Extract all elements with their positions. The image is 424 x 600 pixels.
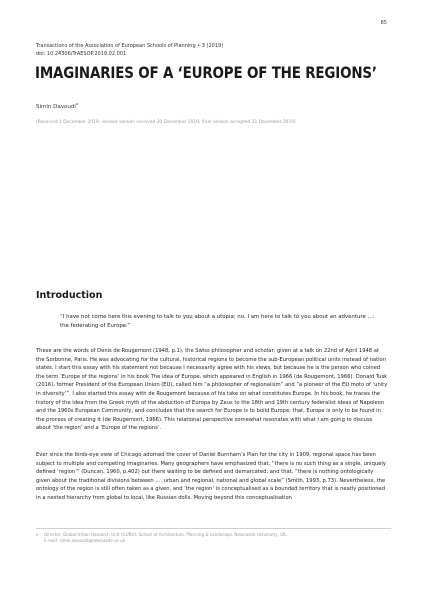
opening-quote: “I have not come here this evening to talk to you about a utopia; no, I am here to talk to you about an adventure …: the federating of Europe.” [60, 314, 375, 329]
footnote-email-link[interactable]: simin.davoudi@newcastle.ac.uk [59, 538, 126, 543]
body-paragraph-2: Ever since the birds-eye view of Chicago adorned the cover of Daniel Burnham’s Plan for the city in 1909, regional space has been subject to multiple and competing imaginaries. Many geographers have emphasized that, “there is no such thing as a single, uniquely defined ‘region’” (Duncan, 1960, p.402) out there waiting to be defined and demarcated; and that, “there is nothing ontologically given about the traditional divisions between …. urban and regional, national and global scale” (Smith, 1993, p.73). Nevertheless, the ontology of the region is still often taken as a given, and ‘the region’ is conceptualised as a bounded territory that is neatly positioned in a nested hierarchy from global to local, like Russian dolls. Moving beyond this conceptualisation [36, 452, 386, 501]
footnote-email-label: E-mail: [44, 538, 59, 543]
author-name-text: Simin Davoudi [36, 103, 76, 110]
footnote-email-line [36, 538, 391, 544]
footnote [36, 532, 391, 544]
section-heading-introduction: Introduction [36, 290, 103, 301]
footnote-affiliation-text: Director, Global Urban Research Unit (GURU), School of Architecture, Planning & Landscape, Newcastle University, UK. [44, 532, 288, 537]
journal-doi: doi: 10.24306/TrAESOP.2019.02.001 [36, 51, 127, 57]
footnote-mark: a [36, 532, 39, 537]
article-title: IMAGINARIES OF A ‘EUROPE OF THE REGIONS’ [35, 63, 377, 82]
author-name: Simin Davoudi$^a$ [36, 102, 79, 110]
journal-citation: Transactions of the Association of European Schools of Planning • 3 (2019) [36, 43, 224, 49]
page-number: 85 [380, 20, 387, 26]
journal-info [36, 42, 396, 58]
footnote-divider [36, 528, 391, 529]
body-paragraph-1: These are the words of Denis de Rougemont (1948, p.1), the Swiss philosopher and scholar, given at a talk on 22nd of April 1948 at the Sorbonne, Paris. He was advocating for the cultural, historical regions to become the sub-European political units instead of nation states. I start this essay with his statement not because I necessarily agree with his views, but because he is the person who coined the term ‘Europe of the regions’ in his book The idea of Europe, which appeared in English in 1966 (de Rougemont, 1966). Donald Tusk (2016), former President of the European Union (EU), called him “a philosopher of regionalism” and “a pioneer of the EU moto of ‘unity in diversity’”. I also started this essay with de Rougemont because of his take on what constitutes Europe. In his book, he traces the history of the idea from the Greek myth of the abduction of Europa by Zeus to the 18th and 19th century federalist ideas of Napoleon and the 1960s European Community, and concludes that the search for Europe is to build Europe; that, Europe is only to be found in the process of creating it (de Rougemont, 1966). This relational perspective somewhat resonates with what I am going to discuss about ‘the region’ and a ‘Europe of the regions’. [36, 348, 388, 432]
received-dates: (Received 1 December 2019; revised version received 30 December 2019; final version accepted 31 December 2019) [36, 120, 296, 125]
